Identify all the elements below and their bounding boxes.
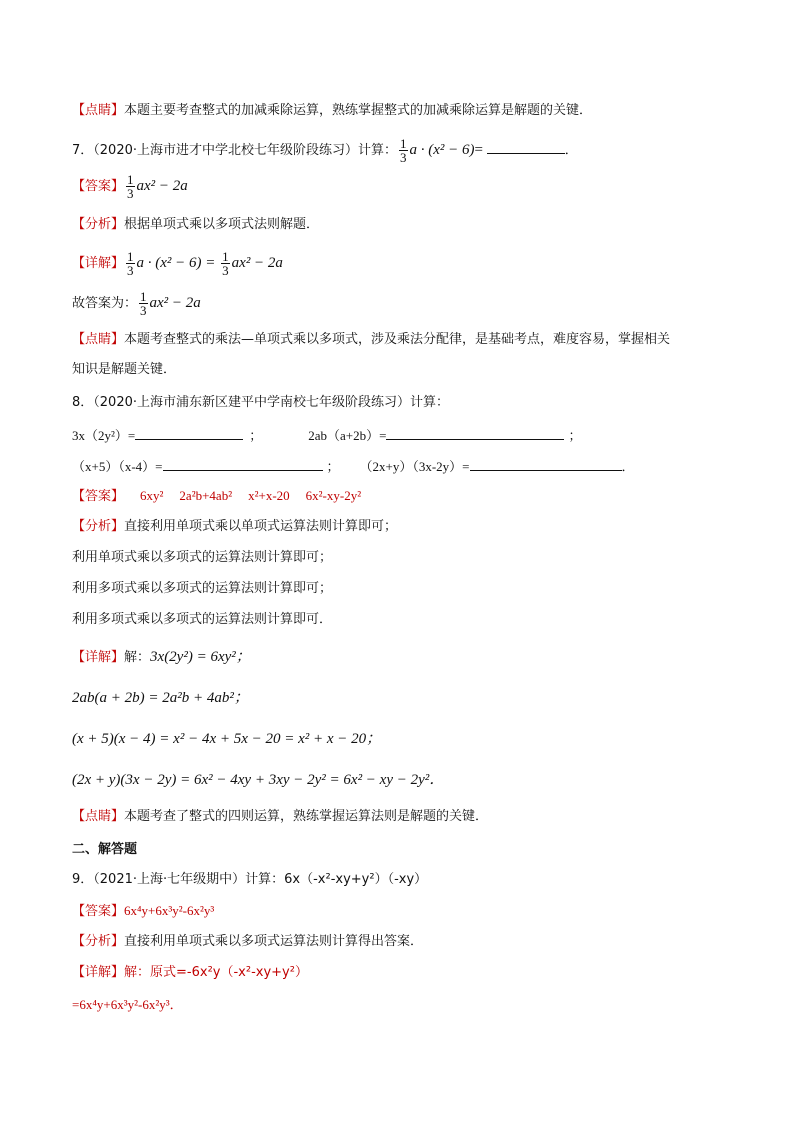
- q9-detail-2: =6x⁴y+6x³y²-6x²y³．: [72, 997, 183, 1012]
- q7-detail: [72, 250, 283, 277]
- q9-analysis-tag: 【分析】: [72, 934, 125, 949]
- q7-dianjing-line2: 知识是解题关键．: [72, 362, 177, 377]
- q7-conclusion: [72, 290, 201, 317]
- q8-blank-3[interactable]: [163, 456, 323, 471]
- q7-answer-expr: ax² − 2a: [136, 178, 188, 194]
- q9-detail-2-row: [72, 995, 183, 1016]
- q7-detail-frac-2: $\frac{1}{3}$: [222, 249, 229, 278]
- q9-analysis-text: 直接利用单项式乘以多项式运算法则计算得出答案．: [124, 934, 424, 949]
- q9-answer-text: 6x⁴y+6x³y²-6x²y³: [124, 903, 215, 918]
- q8-answer: [72, 486, 361, 507]
- q9-source: （2021·上海·七年级期中）计算：6x（-x²-xy+y²）（-xy）: [93, 872, 428, 887]
- q8-answer-1: 6xy²: [140, 488, 164, 503]
- q7-detail-tail: ax² − 2a: [231, 255, 283, 271]
- q8-detail: [72, 647, 251, 668]
- section-title: 二、解答题: [72, 842, 138, 857]
- q8-analysis-text-4: 利用多项式乘以多项式的运算法则计算即可．: [72, 612, 333, 627]
- q8-detail-prefix: 解：: [124, 650, 151, 665]
- q7-analysis-tag: 【分析】: [72, 217, 125, 232]
- q7-detail-mid: a · (x² − 6) =: [136, 255, 220, 271]
- q7-dianjing: [72, 330, 670, 350]
- q7-dianjing-tag: 【点睛】: [72, 332, 125, 347]
- q8-question: [72, 393, 449, 413]
- q9-detail: [72, 963, 308, 983]
- q8-analysis-text-3: 利用多项式乘以多项式的运算法则计算即可；: [72, 581, 333, 596]
- q7-analysis: [72, 215, 319, 235]
- q7-fraction: $\frac{1}{3}$: [400, 136, 407, 165]
- q8-dianjing-tag: 【点睛】: [72, 809, 125, 824]
- q8-p1: 3x（2y²）=: [72, 428, 136, 443]
- q9-number: 9．: [72, 872, 94, 887]
- q8-analysis-3: [72, 579, 332, 599]
- q9-detail-tag: 【详解】: [72, 965, 125, 980]
- dianjing-text: 本题主要考查整式的加减乘除运算，熟练掌握整式的加减乘除运算是解题的关键．: [124, 103, 593, 118]
- q8-detail-tag: 【详解】: [72, 650, 125, 665]
- q8-blank-1[interactable]: [135, 425, 243, 440]
- q7-answer-blank[interactable]: [487, 139, 565, 154]
- q7-equals: =: [474, 142, 487, 158]
- q7-analysis-text: 根据单项式乘以多项式法则解题．: [124, 217, 320, 232]
- q8-analysis-4: [72, 610, 332, 630]
- q7-question: [72, 137, 578, 164]
- q7-source: （2020·上海市进才中学北校七年级阶段练习）计算：: [93, 143, 397, 158]
- q8-analysis-text-2: 利用单项式乘以多项式的运算法则计算即可；: [72, 550, 333, 565]
- q7-end: ．: [564, 143, 578, 158]
- q8-blank-4[interactable]: [470, 456, 622, 471]
- q8-answer-2: 2a²b+4ab²: [179, 488, 233, 503]
- q8-step-4-row: [72, 770, 444, 791]
- q8-step-3: (x + 5)(x − 4) = x² − 4x + 5x − 20 = x² + x − 20；: [72, 731, 382, 747]
- q8-analysis-text-1: 直接利用单项式乘以单项式运算法则计算即可；: [124, 519, 398, 534]
- q9-analysis: [72, 932, 423, 952]
- q8-step-4: (2x + y)(3x − 2y) = 6x² − 4xy + 3xy − 2y² = 6x² − xy − 2y²．: [72, 772, 445, 788]
- q9-answer-tag: 【答案】: [72, 904, 125, 919]
- q7-answer-fraction: $\frac{1}{3}$: [127, 172, 134, 201]
- q7-conclusion-frac: $\frac{1}{3}$: [140, 289, 147, 318]
- q8-semi-3: ；: [326, 460, 340, 475]
- q8-answer-3: x²+x-20: [248, 488, 290, 503]
- q9-answer: [72, 901, 214, 922]
- q8-dianjing: [72, 807, 488, 827]
- q9-question: [72, 870, 427, 890]
- q8-p3: （x+5）（x-4）=: [72, 459, 163, 474]
- q8-semi-2: ；: [568, 429, 582, 444]
- q8-answer-tag: 【答案】: [72, 489, 125, 504]
- q9-detail-1: 解：原式=-6x²y（-x²-xy+y²）: [124, 965, 308, 980]
- q7-detail-tag: 【详解】: [72, 256, 125, 271]
- q8-row2: [72, 456, 635, 478]
- q7-answer-tag: 【答案】: [72, 179, 125, 194]
- q7-conclusion-expr: ax² − 2a: [149, 295, 201, 311]
- q8-step-2-row: [72, 688, 249, 709]
- q8-step-1: 3x(2y²) = 6xy²；: [150, 649, 251, 665]
- q8-step-3-row: [72, 729, 381, 750]
- q8-row1: [72, 425, 581, 447]
- q8-blank-2[interactable]: [386, 425, 564, 440]
- q8-answer-4: 6x²-xy-2y²: [305, 488, 362, 503]
- q8-source: （2020·上海市浦东新区建平中学南校七年级阶段练习）计算：: [93, 395, 449, 410]
- q8-dianjing-text: 本题考查了整式的四则运算，熟练掌握运算法则是解题的关键．: [124, 809, 489, 824]
- q7-dianjing-line1: 本题考查整式的乘法—单项式乘以多项式，涉及乘法分配律，是基础考点，难度容易，掌握相关: [124, 332, 671, 347]
- q7-dianjing-line2-row: [72, 360, 176, 380]
- q8-step-2: 2ab(a + 2b) = 2a²b + 4ab²；: [72, 690, 249, 706]
- dianjing-prev: [72, 101, 592, 121]
- q8-analysis-2: [72, 548, 332, 568]
- q8-p4: （2x+y）（3x-2y）=: [359, 459, 470, 474]
- q8-analysis-1: [72, 517, 397, 537]
- q7-expr: a · (x² − 6): [409, 142, 475, 158]
- q8-analysis-tag: 【分析】: [72, 519, 125, 534]
- q7-conclusion-label: 故答案为：: [72, 296, 138, 311]
- q7-number: 7．: [72, 143, 94, 158]
- q8-p2: 2ab（a+2b）=: [308, 428, 387, 443]
- q8-number: 8．: [72, 395, 94, 410]
- q7-answer: [72, 173, 188, 200]
- q7-detail-frac-1: $\frac{1}{3}$: [127, 249, 134, 278]
- dianjing-tag: 【点睛】: [72, 103, 125, 118]
- q8-semi-1: ；: [249, 429, 263, 444]
- q8-end: ．: [621, 460, 635, 475]
